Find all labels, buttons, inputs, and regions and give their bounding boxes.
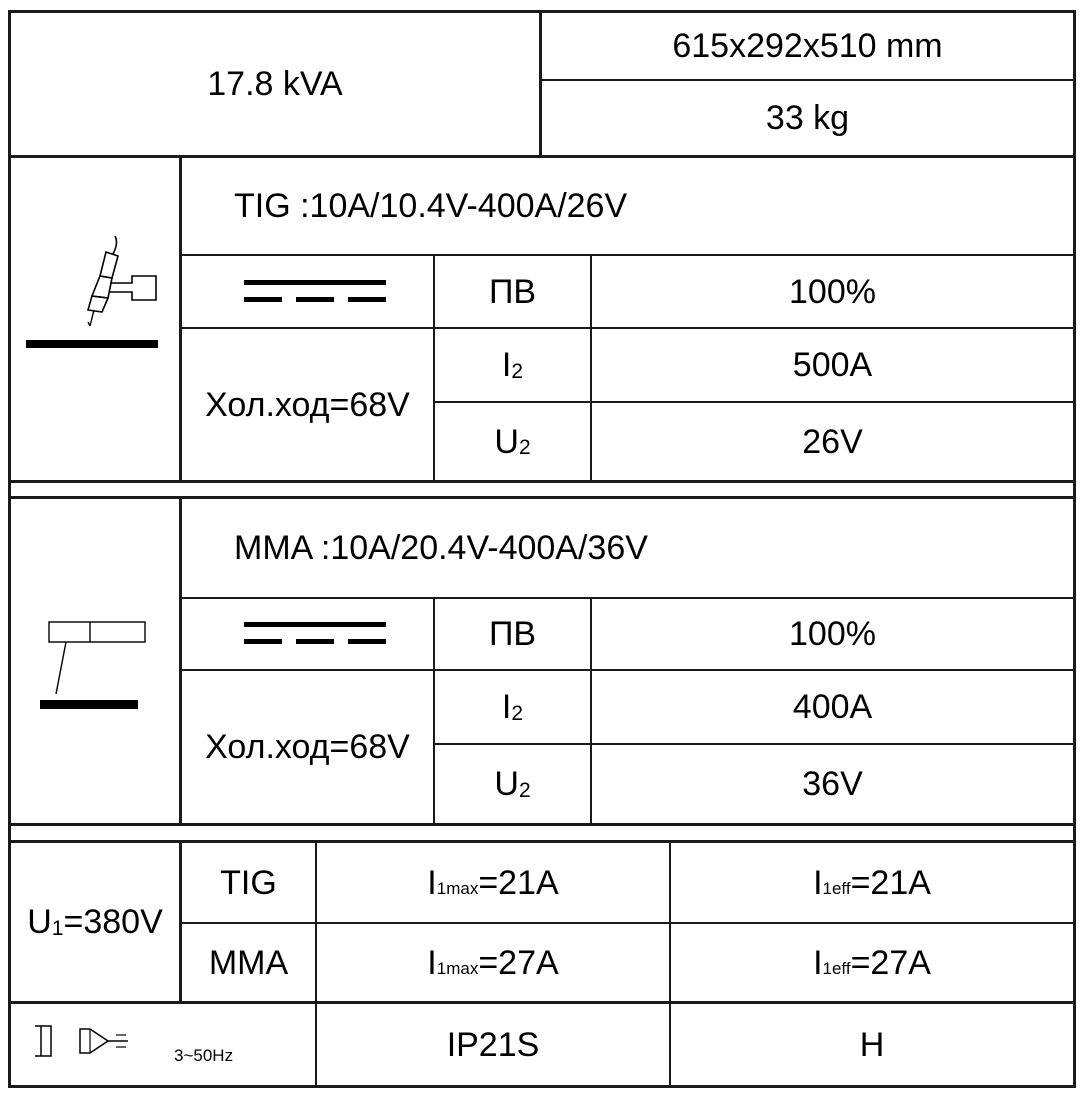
outer-border-right: [1073, 10, 1076, 1088]
tig-range: TIG :10A/10.4V-400A/26V: [234, 187, 628, 225]
mma-i2-label: I 2: [501, 688, 524, 726]
protection-class: IP21S: [446, 1025, 540, 1064]
dc-output-icon: [244, 280, 386, 304]
rectifier-icon: [78, 1027, 130, 1055]
weight: 33 kg: [765, 99, 850, 137]
input-mode-mma: MMA: [208, 943, 289, 982]
tig-section-bottom: [8, 480, 1076, 483]
input-mode-tig: TIG: [220, 863, 277, 902]
dc-output-icon-mma: [244, 622, 386, 646]
tig-u2-label: U 2: [494, 422, 531, 461]
mma-i2-value: 400A: [792, 688, 873, 726]
tig-duty-value: 100%: [789, 272, 876, 311]
mma-open-circuit-voltage: Хол.ход=68V: [205, 728, 410, 766]
tig-i2-value: 500A: [792, 346, 873, 384]
input-imax-tig: I 1max =21A: [427, 863, 559, 902]
input-voltage: U 1 =380V: [27, 903, 163, 941]
insulation-class: H: [859, 1025, 885, 1064]
input-imax-mma: I 1max =27A: [427, 943, 559, 982]
supply-frequency: 3~50Hz: [174, 1045, 234, 1065]
dimensions: 615x292x510 mm: [672, 27, 943, 65]
mma-duty-label: ПВ: [488, 615, 537, 653]
mma-range: MMA :10A/20.4V-400A/36V: [234, 529, 648, 567]
tig-u2-value: 26V: [802, 422, 863, 461]
tig-open-circuit-voltage: Хол.ход=68V: [205, 385, 410, 424]
mma-u2-label: U 2: [494, 765, 531, 803]
mma-section-bottom: [8, 823, 1076, 826]
mma-electrode-icon: [36, 616, 151, 716]
tig-duty-label: ПВ: [488, 272, 537, 311]
transformer-icon: [32, 1024, 54, 1058]
mma-duty-value: 100%: [789, 615, 876, 653]
power-rating: 17.8 kVA: [207, 65, 343, 103]
tig-i2-label: I 2: [501, 346, 524, 384]
input-ieff-mma: I 1eff =27A: [813, 943, 931, 982]
input-ieff-tig: I 1eff =21A: [813, 863, 931, 902]
outer-border-bottom: [8, 1085, 1076, 1088]
tig-torch-icon: [20, 230, 165, 355]
mma-u2-value: 36V: [802, 765, 863, 803]
